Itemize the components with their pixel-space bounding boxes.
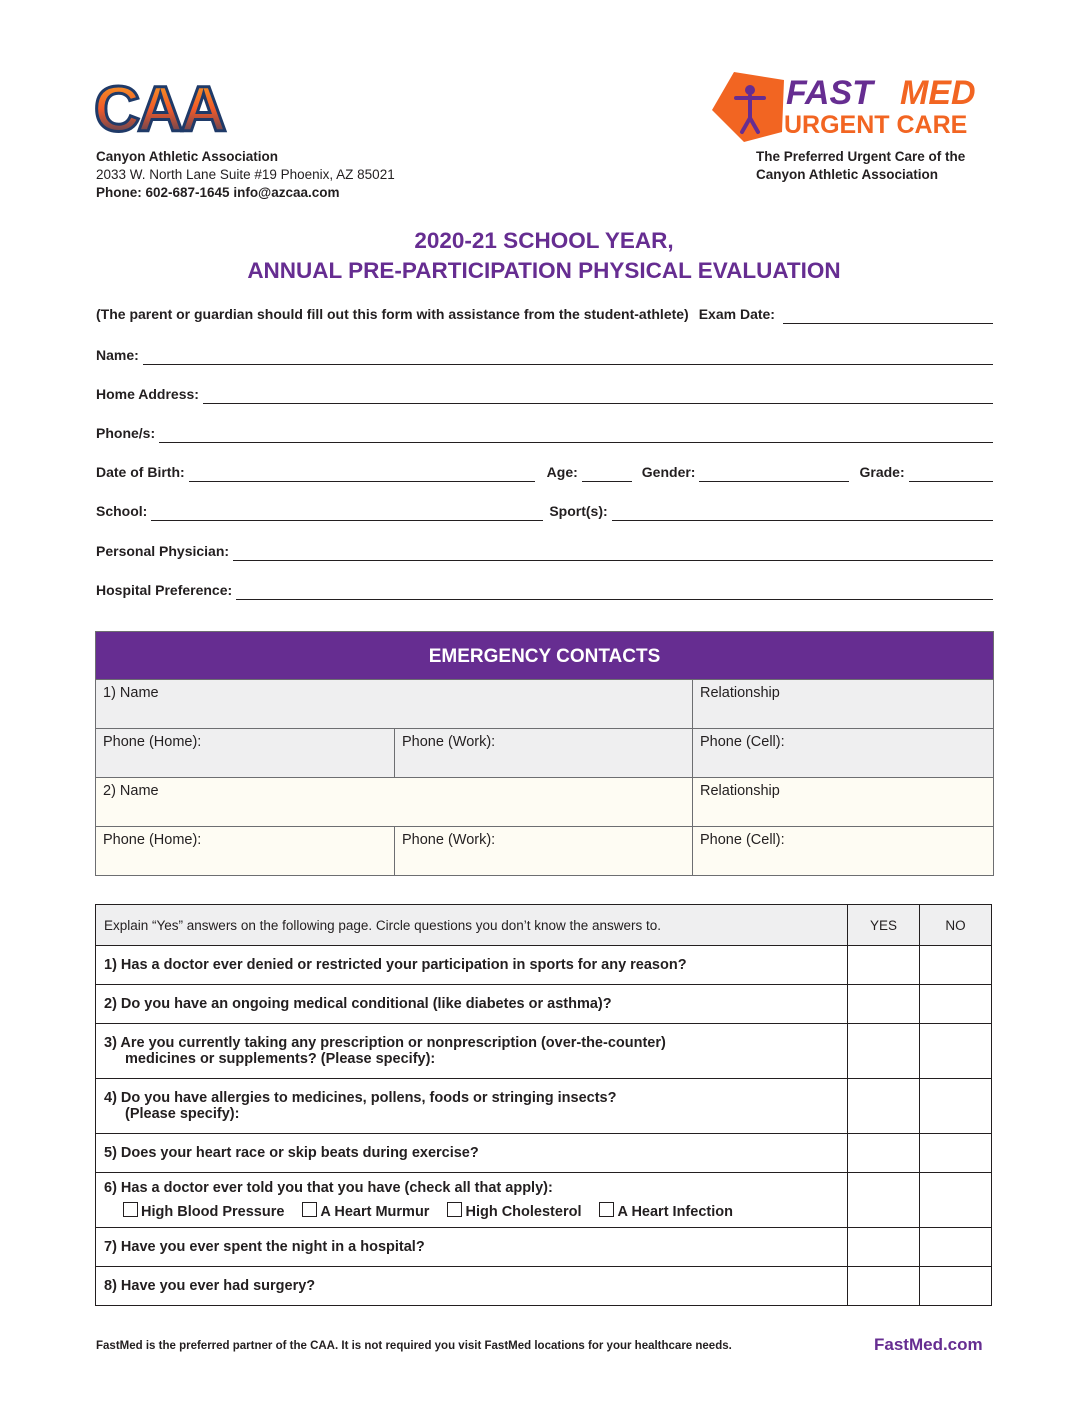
question-2-no-cell[interactable] <box>920 985 992 1024</box>
question-1-text: 1) Has a doctor ever denied or restricted your participation in sports for any reason? <box>96 946 848 985</box>
org-info <box>96 148 395 202</box>
contact-2-relationship-label: Relationship <box>700 783 780 799</box>
instruction-row <box>96 300 993 324</box>
hospital-row <box>96 576 993 600</box>
phone-work-label: Phone (Work): <box>402 734 496 750</box>
question-8-yes-cell[interactable] <box>848 1267 920 1306</box>
phones-field[interactable] <box>159 422 993 443</box>
exam-date-label: Exam Date: <box>698 306 775 322</box>
question-6-text <box>96 1173 848 1228</box>
contact-2-phone-row <box>96 826 993 875</box>
question-3-yes-cell[interactable] <box>848 1024 920 1079</box>
question-2-yes-cell[interactable] <box>848 985 920 1024</box>
contact-1-name-label: 1) Name <box>103 685 159 701</box>
question-6-line-1: 6) Has a doctor ever told you that you have (check all that apply): <box>104 1180 553 1196</box>
question-7-no-cell[interactable] <box>920 1228 992 1267</box>
checkbox-icon[interactable] <box>599 1202 614 1217</box>
contact-1-relationship-label: Relationship <box>700 685 780 701</box>
question-4-text <box>96 1079 848 1134</box>
contact-2-name-field[interactable] <box>96 778 693 826</box>
org-address: 2033 W. North Lane Suite #19 Phoenix, AZ 85021 <box>96 167 395 182</box>
contact-2-name-row <box>96 777 993 826</box>
question-row <box>96 946 992 985</box>
option-high-blood-pressure[interactable] <box>123 1202 284 1220</box>
title-line-1: 2020-21 SCHOOL YEAR, <box>414 228 674 253</box>
phone-home-label: Phone (Home): <box>103 734 202 750</box>
school-field[interactable] <box>151 500 543 521</box>
sports-label: Sport(s): <box>549 503 608 519</box>
question-4-no-cell[interactable] <box>920 1079 992 1134</box>
question-6-yes-cell[interactable] <box>848 1173 920 1228</box>
question-1-yes-cell[interactable] <box>848 946 920 985</box>
option-label: High Cholesterol <box>465 1204 582 1220</box>
contact-1-relationship-field[interactable] <box>693 680 993 728</box>
svg-text:URGENT CARE: URGENT CARE <box>784 111 968 139</box>
no-column-header: NO <box>920 905 992 946</box>
gender-label: Gender: <box>641 464 696 480</box>
phone-home-label: Phone (Home): <box>103 832 202 848</box>
emergency-contacts-heading: EMERGENCY CONTACTS <box>96 632 993 679</box>
question-3-no-cell[interactable] <box>920 1024 992 1079</box>
checkbox-icon[interactable] <box>302 1202 317 1217</box>
checkbox-icon[interactable] <box>447 1202 462 1217</box>
gender-field[interactable] <box>699 461 849 482</box>
questions-instruction: Explain “Yes” answers on the following page. Circle questions you don’t know the answers to. <box>96 905 848 946</box>
question-6-no-cell[interactable] <box>920 1173 992 1228</box>
question-3-line-2: medicines or supplements? (Please specify): <box>125 1051 436 1067</box>
contact-2-relationship-field[interactable] <box>693 778 993 826</box>
option-label: High Blood Pressure <box>141 1204 285 1220</box>
question-8-no-cell[interactable] <box>920 1267 992 1306</box>
option-label: A Heart Murmur <box>320 1204 430 1220</box>
option-high-cholesterol[interactable] <box>447 1202 581 1220</box>
sports-field[interactable] <box>612 500 993 521</box>
question-4-line-2: (Please specify): <box>125 1106 240 1122</box>
contact-2-phone-cell-field[interactable] <box>693 827 993 875</box>
svg-text:MED: MED <box>900 74 976 112</box>
contact-1-name-field[interactable] <box>96 680 693 728</box>
question-5-no-cell[interactable] <box>920 1134 992 1173</box>
checkbox-icon[interactable] <box>123 1202 138 1217</box>
org-contact: Phone: 602-687-1645 info@azcaa.com <box>96 185 340 200</box>
age-field[interactable] <box>582 461 632 482</box>
home-address-label: Home Address: <box>96 386 199 402</box>
grade-field[interactable] <box>909 461 993 482</box>
dob-row <box>96 458 993 482</box>
svg-text:CAA: CAA <box>94 76 224 140</box>
footer-note: FastMed is the preferred partner of the CAA. It is not required you visit FastMed locations for your healthcare needs. <box>96 1340 732 1352</box>
name-field[interactable] <box>143 344 993 365</box>
footer-link[interactable]: FastMed.com <box>874 1335 983 1354</box>
dob-label: Date of Birth: <box>96 464 185 480</box>
question-row <box>96 1267 992 1306</box>
question-7-yes-cell[interactable] <box>848 1228 920 1267</box>
physician-field[interactable] <box>233 540 993 561</box>
fastmed-logo <box>708 66 1000 146</box>
option-heart-infection[interactable] <box>599 1202 732 1220</box>
contact-1-phone-home-field[interactable] <box>96 729 395 777</box>
physician-row <box>96 537 993 561</box>
home-address-field[interactable] <box>203 383 993 404</box>
question-6-options <box>104 1202 839 1220</box>
emergency-contacts-table <box>95 631 994 876</box>
option-label: A Heart Infection <box>617 1204 733 1220</box>
school-row <box>96 497 993 521</box>
fastmed-person-icon <box>712 72 784 142</box>
name-row <box>96 341 993 365</box>
contact-1-phone-work-field[interactable] <box>395 729 693 777</box>
caa-logo <box>92 76 252 140</box>
yes-column-header: YES <box>848 905 920 946</box>
address-row <box>96 380 993 404</box>
question-7-text: 7) Have you ever spent the night in a hospital? <box>96 1228 848 1267</box>
question-5-text: 5) Does your heart race or skip beats during exercise? <box>96 1134 848 1173</box>
physician-label: Personal Physician: <box>96 543 230 559</box>
question-2-text: 2) Do you have an ongoing medical conditional (like diabetes or asthma)? <box>96 985 848 1024</box>
preferred-text <box>756 148 965 184</box>
svg-text:FAST: FAST <box>786 74 873 112</box>
phone-work-label: Phone (Work): <box>402 832 496 848</box>
hospital-label: Hospital Preference: <box>96 582 233 598</box>
exam-date-field[interactable] <box>783 303 993 324</box>
grade-label: Grade: <box>859 464 905 480</box>
org-name: Canyon Athletic Association <box>96 149 279 164</box>
contact-1-phone-cell-field[interactable] <box>693 729 993 777</box>
contact-2-phone-work-field[interactable] <box>395 827 693 875</box>
question-row <box>96 1079 992 1134</box>
contact-1-name-row <box>96 679 993 728</box>
phones-label: Phone/s: <box>96 425 156 441</box>
contact-2-name-label: 2) Name <box>103 783 159 799</box>
question-row <box>96 1173 992 1228</box>
contact-1-phone-row <box>96 728 993 777</box>
age-label: Age: <box>546 464 578 480</box>
name-label: Name: <box>96 347 139 363</box>
question-row <box>96 1228 992 1267</box>
phone-cell-label: Phone (Cell): <box>700 832 785 848</box>
hospital-field[interactable] <box>236 579 993 600</box>
phones-row <box>96 419 993 443</box>
question-4-line-1: 4) Do you have allergies to medicines, pollens, foods or stringing insects? <box>104 1090 617 1106</box>
title-line-2: ANNUAL PRE-PARTICIPATION PHYSICAL EVALUATION <box>247 258 841 283</box>
question-4-yes-cell[interactable] <box>848 1079 920 1134</box>
question-8-text: 8) Have you ever had surgery? <box>96 1267 848 1306</box>
contact-2-phone-home-field[interactable] <box>96 827 395 875</box>
dob-field[interactable] <box>189 461 535 482</box>
option-heart-murmur[interactable] <box>302 1202 429 1220</box>
school-label: School: <box>96 503 148 519</box>
health-questions-table <box>95 904 992 1306</box>
question-3-line-1: 3) Are you currently taking any prescription or nonprescription (over-the-counter) <box>104 1035 666 1051</box>
phone-cell-label: Phone (Cell): <box>700 734 785 750</box>
preferred-line-2: Canyon Athletic Association <box>756 167 939 182</box>
question-5-yes-cell[interactable] <box>848 1134 920 1173</box>
question-3-text <box>96 1024 848 1079</box>
instruction-text: (The parent or guardian should fill out this form with assistance from the student-athlete) <box>96 306 689 322</box>
questions-header-row <box>96 905 992 946</box>
preferred-line-1: The Preferred Urgent Care of the <box>756 149 966 164</box>
question-row <box>96 1134 992 1173</box>
question-row <box>96 985 992 1024</box>
question-row <box>96 1024 992 1079</box>
question-1-no-cell[interactable] <box>920 946 992 985</box>
